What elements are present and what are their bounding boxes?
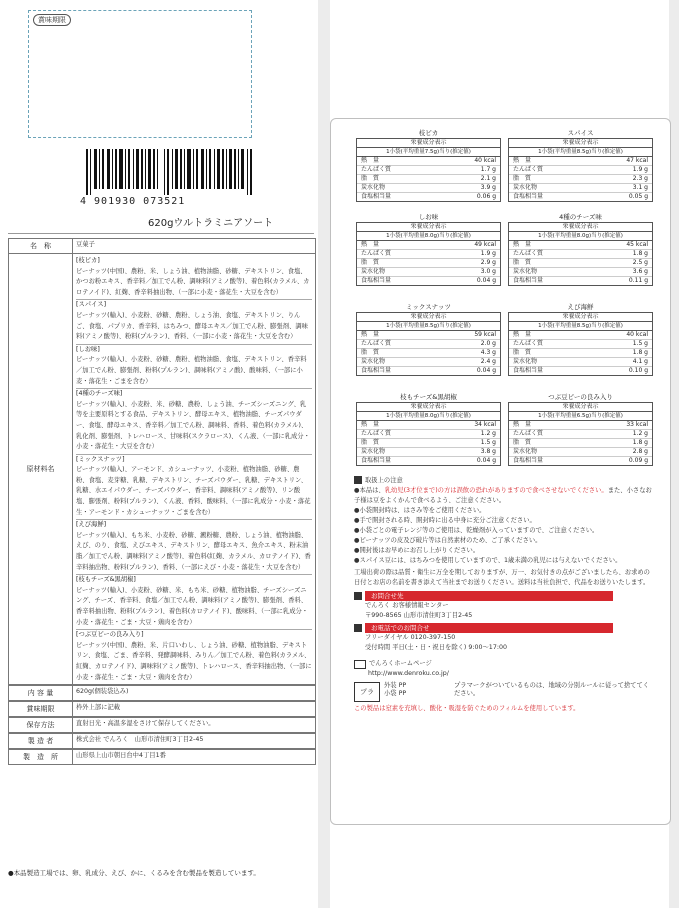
ingredient-section-title: [4種のチーズ味]	[76, 390, 123, 398]
nutrient-label: 炭水化物	[513, 184, 538, 191]
nutrient-value: 1.9 g	[480, 250, 496, 257]
caution-section	[354, 476, 654, 714]
caution-item	[354, 516, 654, 526]
caution-item	[354, 546, 654, 556]
ingredient-section-title: [スパイス]	[76, 301, 107, 309]
nutrition-row	[509, 340, 652, 349]
divider	[8, 233, 314, 234]
ingredient-section	[76, 256, 312, 298]
nutrition-row	[509, 367, 652, 375]
ingredient-section	[76, 454, 312, 519]
ingredient-section-text: ピーナッツ(輸入)、小麦粉、砂糖、農粉、しょう油、食塩、デキストリン、りんご、食塩、パプリカ、香辛料、はちみつ、酵母エキス／加工でん粉、膨張剤、調味料(アミノ酸等)、粉料(プルラン)、香料、（一部に小麦・落花生・大豆を含む）	[76, 311, 308, 341]
info-label: 製 造 者	[9, 734, 73, 748]
nutrition-table	[508, 138, 653, 202]
info-label: 製 造 所	[9, 750, 73, 764]
warning-icon	[354, 476, 362, 484]
nutrition-head: 栄養成分表示	[509, 403, 652, 412]
nutrient-value: 4.1 g	[632, 358, 648, 365]
nutrition-row	[357, 277, 500, 285]
nutrition-row	[357, 184, 500, 193]
nutrition-row	[357, 241, 500, 250]
info-label: 内 容 量	[9, 686, 73, 700]
nutrient-label: 炭水化物	[361, 268, 386, 275]
hours-line: 受付時間 平日(土・日・祝日を除く) 9:00〜17:00	[365, 644, 507, 651]
nutrient-label: 脂 質	[513, 439, 532, 446]
nutrition-box	[356, 212, 501, 286]
ingredient-section-text: ピーナッツ(輸入)、もち米、小麦粉、砂糖、澱粉糖、農粉、しょう油、植物油脂、えび、のり、食塩、えびエキス、デキストリン、酵母エキス、魚介エキス、粉末油脂／加工でん粉、調味料(アミノ酸等)、着色料(紅麹、カラメル、カロテノイド)、香辛料抽出物、粉料(プルラン)、香料、（一部にえび・小麦・落花生・大豆を含む）	[76, 531, 311, 571]
nutrition-row	[357, 358, 500, 367]
nutrient-value: 0.11 g	[628, 277, 648, 284]
nutrition-row	[357, 250, 500, 259]
nutrient-label: 脂 質	[513, 175, 532, 182]
nutrition-table	[508, 222, 653, 286]
ingredient-section-text: ピーナッツ(輸入)、小麦粉、砂糖、米、もち米、砂糖、植物油脂、チーズシーズニング、チーズ、香辛料、食塩／加工でん粉、調味料(アミノ酸等)、膨張剤、香料、香辛料抽出物、粉料(プルラン)、着色料(カロテノイド)、酸味料、（一部に乳成分・小麦・落花生・ごま・大豆・鶏肉を含む）	[76, 586, 309, 626]
nutrition-box	[356, 302, 501, 376]
web-row	[354, 659, 654, 669]
nutrition-serving: 1小袋(平均重量7.5g)当り(推定値)	[357, 148, 500, 157]
recycle-row	[354, 682, 654, 702]
nutrient-label: たんぱく質	[361, 430, 392, 437]
fold-strip	[318, 0, 330, 908]
nutrition-row	[509, 331, 652, 340]
phone-bar-row	[354, 623, 654, 633]
nutrient-value: 34 kcal	[474, 421, 496, 428]
nutrition-head: 栄養成分表示	[357, 223, 500, 232]
ingredient-section-title: [枝もチーズ&黒胡椒]	[76, 576, 136, 584]
nutrient-value: 2.9 g	[480, 259, 496, 266]
nutrition-box	[508, 128, 653, 202]
info-label: 賞味期限	[9, 702, 73, 716]
nutrient-label: 炭水化物	[513, 268, 538, 275]
nutrient-label: たんぱく質	[361, 250, 392, 257]
nutrition-row	[509, 175, 652, 184]
expiry-box	[28, 10, 252, 138]
nutrient-value: 2.1 g	[480, 175, 496, 182]
nutrient-label: たんぱく質	[513, 166, 544, 173]
nutrient-label: 食塩相当量	[513, 457, 544, 464]
nutrition-head: 栄養成分表示	[509, 223, 652, 232]
nutrition-row	[357, 349, 500, 358]
phone-line: フリーダイヤル 0120-397-150	[365, 634, 456, 641]
caution-warning: 乳幼児(3才位まで)の方は誤飲の恐れがありますので食べさせないでください。	[384, 487, 608, 494]
nutrient-label: 熱 量	[361, 331, 380, 338]
nutrition-head: 栄養成分表示	[509, 139, 652, 148]
nutrient-value: 59 kcal	[474, 331, 496, 338]
nutrition-row	[509, 448, 652, 457]
bottom-red-note: この製品は窒素を充填し、酸化・吸湿を防ぐためのフィルムを使用しています。	[354, 705, 580, 712]
nutrition-row	[509, 268, 652, 277]
phone-bar: お電話でのお問合せ	[365, 623, 613, 633]
nutrient-value: 40 kcal	[474, 157, 496, 164]
nutrient-value: 2.0 g	[480, 340, 496, 347]
info-value: 株式会社 でんろく 山形市清住町3丁目2-45	[76, 736, 204, 744]
nutrition-title: ミックスナッツ	[405, 303, 452, 311]
expiry-label: 賞味期限	[33, 14, 71, 26]
info-row	[9, 733, 315, 749]
caution-bullet: ●	[354, 527, 360, 534]
nutrition-row	[509, 457, 652, 465]
nutrition-table	[356, 402, 501, 466]
caution-text: ピーナッツの皮及び破片等は自然素材のため、ご了承ください。	[359, 537, 542, 544]
nutrient-value: 3.0 g	[480, 268, 496, 275]
nutrition-row	[509, 193, 652, 201]
nutrient-label: たんぱく質	[513, 250, 544, 257]
ingredient-section	[76, 388, 312, 453]
nutrition-table	[508, 312, 653, 376]
nutrition-serving: 1小袋(平均重量8.5g)当り(推定値)	[357, 322, 500, 331]
nutrient-value: 1.5 g	[632, 340, 648, 347]
left-label-panel	[0, 0, 318, 908]
allergen-note: ●本品製造工場では、卵、乳成分、えび、かに、くるみを含む製品を製造しています。	[8, 869, 260, 877]
nutrition-table	[508, 402, 653, 466]
caution-text: 開封後はお早めにお召し上がりください。	[359, 547, 480, 554]
ingredient-section-text: ピーナッツ(輸入)、小麦粉、米、砂糖、農粉、しょう油、チーズシーズニング、乳等を主要原料とする食品、デキストリン、酵母エキス、植物油脂、チーズパウダー、食塩、酵母エキス、香辛料／加工でん粉、調味料、香料、着色料(カラメル)、乳化剤、膨張剤、トレハロース、甘味料(スクラロース)、くん液、（一部に乳成分・小麦・落花生・大豆を含む）	[76, 400, 310, 451]
info-value: 620g(個装袋込み)	[76, 688, 129, 696]
nutrient-label: たんぱく質	[361, 340, 392, 347]
nutrient-label: 食塩相当量	[361, 457, 392, 464]
nutrition-row	[509, 421, 652, 430]
ingredient-section-title: [しお味]	[76, 345, 100, 353]
nutrition-box	[508, 302, 653, 376]
nutrient-value: 3.1 g	[632, 184, 648, 191]
nutrition-box	[508, 392, 653, 466]
nutrition-row	[357, 259, 500, 268]
nutrient-label: 脂 質	[513, 349, 532, 356]
ingredient-section-title: [枝ピカ]	[76, 257, 100, 264]
phone-icon	[354, 624, 362, 632]
nutrient-label: 脂 質	[513, 259, 532, 266]
nutrition-row	[509, 250, 652, 259]
nutrient-label: 熱 量	[513, 331, 532, 338]
nutrition-row	[509, 349, 652, 358]
nutrition-row	[509, 439, 652, 448]
nutrient-label: 熱 量	[513, 241, 532, 248]
ingredient-section	[76, 629, 312, 683]
nutrient-value: 1.8 g	[632, 250, 648, 257]
caution-title-text: 取扱上の注意	[365, 477, 403, 484]
nutrient-value: 4.3 g	[480, 349, 496, 356]
nutrition-title: つぶ豆ピーの良み入り	[548, 393, 613, 401]
nutrient-label: 熱 量	[361, 241, 380, 248]
nutrition-row	[357, 439, 500, 448]
nutrition-head: 栄養成分表示	[357, 139, 500, 148]
nutrition-row	[357, 331, 500, 340]
nutrition-serving: 1小袋(平均重量8.0g)当り(推定値)	[357, 232, 500, 241]
nutrition-row	[357, 166, 500, 175]
nutrient-label: 熱 量	[361, 421, 380, 428]
nutrition-row	[357, 421, 500, 430]
ingredient-section-title: [つぶ豆ピーの良み入り]	[76, 631, 144, 639]
barcode	[86, 149, 252, 195]
ingredient-section-title: [ミックスナッツ]	[76, 455, 125, 463]
contact-bar: お問合せ先	[365, 591, 613, 601]
nutrition-head: 栄養成分表示	[509, 313, 652, 322]
nutrient-label: 食塩相当量	[513, 277, 544, 284]
address-line: 〒990-8565 山形市清住町3丁目2-45	[365, 612, 473, 619]
nutrient-value: 0.04 g	[476, 277, 496, 284]
nutrient-value: 2.4 g	[480, 358, 496, 365]
company-line: でんろく お客様情報センター	[365, 602, 449, 609]
nutrient-label: たんぱく質	[361, 166, 392, 173]
nutrient-label: 脂 質	[361, 349, 380, 356]
nutrient-label: 食塩相当量	[361, 277, 392, 284]
ingredients-table	[8, 238, 316, 765]
nutrient-value: 1.2 g	[632, 430, 648, 437]
nutrition-serving: 1小袋(平均重量8.0g)当り(推定値)	[357, 412, 500, 421]
nutrient-value: 0.09 g	[628, 457, 648, 464]
recycle-note: プラマークがついているものは、地域の分別ルールに従って捨ててください。	[454, 682, 650, 697]
nutrition-serving: 1小袋(平均重量6.5g)当り(推定値)	[509, 412, 652, 421]
nutrient-label: たんぱく質	[513, 340, 544, 347]
nutrient-label: 炭水化物	[513, 448, 538, 455]
nutrition-head: 栄養成分表示	[357, 313, 500, 322]
web-url[interactable]: http://www.denroku.co.jp/	[368, 670, 449, 677]
nutrition-row	[357, 340, 500, 349]
nutrition-row	[357, 175, 500, 184]
ingredient-section-title: [えび海鮮]	[76, 521, 107, 529]
nutrition-box	[356, 392, 501, 466]
nutrition-title: えび海鮮	[567, 303, 594, 311]
nutrient-label: 食塩相当量	[513, 193, 544, 200]
nutrition-row	[357, 193, 500, 201]
nutrient-value: 3.6 g	[632, 268, 648, 275]
nutrient-value: 47 kcal	[626, 157, 648, 164]
nutrition-row	[357, 157, 500, 166]
caution-bullet: ●	[354, 557, 360, 564]
info-value: 枠外上部に記載	[76, 704, 121, 712]
caution-bullet: ●	[354, 547, 360, 554]
nutrient-value: 0.10 g	[628, 367, 648, 374]
caution-item	[354, 506, 654, 516]
ingredients-row	[9, 254, 315, 685]
caution-text: 小袋ごとの電子レンジ等のご使用は、乾燥剤が入っていますので、ご注意ください。	[359, 527, 599, 534]
ingredient-section-text: ピーナッツ(輸入)、アーモンド、カシューナッツ、小麦粉、植物油脂、砂糖、農粉、食塩、麦芽糖、乳糖、デキストリン、チーズパウダー、乳糖、デキストリン、乳糖、水エイパウダー、チーズパウダー、香辛料、調味料(アミノ酸等)、リン酸塩、膨張剤、粉料(プルラン)、くん液、香料、酸味料、（一部に乳成分・小麦・落花生・アーモンド・カシューナッツ・ごまを含む）	[76, 466, 311, 516]
nutrient-value: 2.8 g	[632, 448, 648, 455]
monitor-icon	[354, 660, 366, 669]
nutrition-box	[356, 128, 501, 202]
caution-text: 小袋開封時は、はさみ等をご使用ください。	[359, 507, 486, 514]
nutrition-row	[509, 358, 652, 367]
nutrient-label: 熱 量	[513, 157, 532, 164]
ingredients-label: 原材料名	[9, 254, 73, 684]
nutrition-serving: 1小袋(平均重量8.5g)当り(推定値)	[509, 322, 652, 331]
nutrient-label: 熱 量	[361, 157, 380, 164]
caution-item	[354, 486, 654, 506]
caution-items	[354, 486, 654, 566]
nutrition-row	[509, 241, 652, 250]
nutrient-label: 食塩相当量	[361, 193, 392, 200]
nutrition-row	[509, 184, 652, 193]
nutrient-value: 1.2 g	[480, 430, 496, 437]
nutrient-value: 0.06 g	[476, 193, 496, 200]
nutrition-row	[509, 166, 652, 175]
nutrition-table	[356, 222, 501, 286]
nutrient-value: 0.05 g	[628, 193, 648, 200]
nutrient-label: 炭水化物	[361, 358, 386, 365]
name-label: 名 称	[9, 239, 73, 253]
ingredient-section-text: ピーナッツ(中国)、農粉、米、しょう油、植物油脂、砂糖、デキストリン、食塩、かつお粉エキス、香辛料／加工でん粉、調味料(アミノ酸等)、着色料(カラメル、カロテノイド)、紅麹、香辛料抽出物、（一部に小麦・落花生・大豆を含む）	[76, 267, 310, 296]
recycle-icon: プラ	[354, 682, 380, 702]
nutrition-row	[509, 157, 652, 166]
nutrient-value: 2.5 g	[632, 259, 648, 266]
nutrient-value: 40 kcal	[626, 331, 648, 338]
caution-title	[354, 476, 654, 486]
nutrition-row	[509, 430, 652, 439]
nutrition-row	[357, 430, 500, 439]
nutrient-value: 0.04 g	[476, 367, 496, 374]
info-row	[9, 749, 315, 764]
caution-text: 手で開封される時、開封時に出る中身に充分ご注意ください。	[359, 517, 536, 524]
web-label: でんろくホームページ	[369, 660, 432, 667]
nutrition-row	[509, 277, 652, 285]
info-row	[9, 685, 315, 701]
nutrient-label: たんぱく質	[513, 430, 544, 437]
nutrient-value: 0.04 g	[476, 457, 496, 464]
caution-item	[354, 556, 654, 566]
nutrient-label: 脂 質	[361, 175, 380, 182]
nutrition-row	[509, 259, 652, 268]
nutrient-value: 2.3 g	[632, 175, 648, 182]
nutrient-value: 1.5 g	[480, 439, 496, 446]
caution-item	[354, 526, 654, 536]
product-name: 620gウルトラミニアソート	[148, 218, 274, 229]
ingredient-section	[76, 299, 312, 342]
info-value: 直射日光・高温多湿をさけて保存してください。	[76, 720, 215, 728]
nutrient-label: 食塩相当量	[361, 367, 392, 374]
nutrition-row	[357, 457, 500, 465]
nutrient-value: 1.9 g	[632, 166, 648, 173]
nutrient-value: 45 kcal	[626, 241, 648, 248]
nutrition-box	[508, 212, 653, 286]
nutrition-table	[356, 138, 501, 202]
factory-note: 工場出荷の際は品質・衛生に万全を期しておりますが、万一、お気付きの点がございましたら、お求めの日付とお店の名前を書き添えて当社までお送りください。送料は当社負担で、代品をお送りいたします。	[354, 569, 650, 586]
barcode-number: 4 901930 073521	[80, 196, 186, 207]
info-value: 山形県上山市朝日台中4丁目1番	[76, 752, 166, 760]
ingredients-extra-rows	[9, 685, 315, 764]
ingredients-list	[73, 254, 315, 684]
name-row	[9, 239, 315, 254]
nutrient-label: 熱 量	[513, 421, 532, 428]
nutrient-label: 炭水化物	[513, 358, 538, 365]
name-value: 豆菓子	[76, 241, 95, 248]
nutrition-title: スパイス	[567, 129, 594, 137]
nutrition-row	[357, 268, 500, 277]
info-label: 保存方法	[9, 718, 73, 732]
info-row	[9, 717, 315, 733]
caution-bullet: ●	[354, 537, 360, 544]
nutrient-label: 食塩相当量	[513, 367, 544, 374]
ingredient-section-text: ピーナッツ(中国)、農粉、米、片口いわし、しょう油、砂糖、植物油脂、デキストリン、食塩、ごま、香辛料、発酵調味料、みりん／加工でん粉、着色料(カラメル、紅麹、カロテノイド)、調味料(アミノ酸等)、トレハロース、香辛料抽出物、（一部に小麦・落花生・ごま・大豆・鶏肉を含む）	[76, 641, 312, 681]
nutrient-value: 33 kcal	[626, 421, 648, 428]
nutrient-label: 脂 質	[361, 259, 380, 266]
nutrition-serving: 1小袋(平均重量8.5g)当り(推定値)	[509, 148, 652, 157]
nutrition-table	[356, 312, 501, 376]
nutrition-serving: 1小袋(平均重量8.0g)当り(推定値)	[509, 232, 652, 241]
info-row	[9, 701, 315, 717]
nutrient-label: 脂 質	[361, 439, 380, 446]
caution-bullet: ●	[354, 507, 360, 514]
nutrient-value: 1.8 g	[632, 349, 648, 356]
ingredient-section	[76, 574, 312, 628]
caution-bullet: ●	[354, 517, 360, 524]
nutrient-value: 1.8 g	[632, 439, 648, 446]
ingredient-section	[76, 344, 312, 387]
nutrient-label: 炭水化物	[361, 448, 386, 455]
contact-bar-row	[354, 591, 654, 601]
mail-icon	[354, 592, 362, 600]
nutrition-title: しお味	[418, 213, 439, 221]
nutrition-title: 枝もチーズ&黒胡椒	[400, 393, 457, 401]
nutrient-value: 3.9 g	[480, 184, 496, 191]
caution-text: また、小さなお子様は豆をよくかんで食べるよう、ご注意ください。	[354, 487, 652, 504]
nutrition-head: 栄養成分表示	[357, 403, 500, 412]
caution-text: スパイス豆には、はちみつを使用していますので、1歳未満の乳児には与えないでください。	[359, 557, 622, 564]
nutrient-value: 49 kcal	[474, 241, 496, 248]
nutrient-value: 3.8 g	[480, 448, 496, 455]
nutrition-title: 4種のチーズ味	[559, 213, 602, 221]
caution-bullet: ●本品は、	[354, 487, 385, 494]
nutrient-value: 1.7 g	[480, 166, 496, 173]
nutrient-label: 炭水化物	[361, 184, 386, 191]
nutrition-row	[357, 367, 500, 375]
recycle-sub: 外装 PP 小袋 PP	[384, 682, 407, 697]
ingredient-section-text: ピーナッツ(輸入)、小麦粉、砂糖、農粉、植物油脂、食塩、デキストリン、香辛料／加工でん粉、膨張剤、粉料(プルラン)、調味料(アミノ酸)、酸味料、（一部に小麦・落花生・ごまを含む）	[76, 356, 307, 385]
ingredient-section	[76, 519, 312, 573]
nutrition-row	[357, 448, 500, 457]
nutrition-title: 枝ピカ	[418, 129, 439, 137]
caution-item	[354, 536, 654, 546]
